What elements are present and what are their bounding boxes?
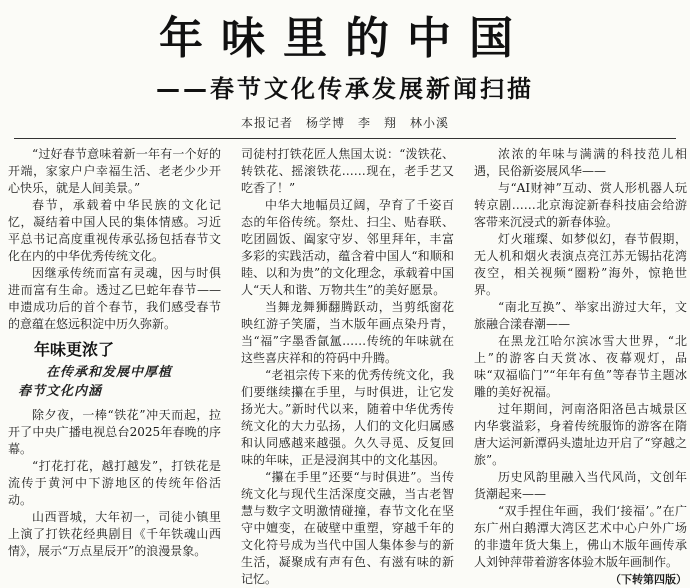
paragraph: 山西晋城，大年初一，司徒小镇里上演了打铁花经典剧目《千年铁魂山西情》，展示“万点星辰开”的浪漫景象。 [8,510,221,558]
section-subtitle-line-2: 春节文化内涵 [18,384,103,399]
paragraph: “南北互换”、举家出游过大年，文旅融合漾春潮—— [474,300,687,331]
subheadline: ——春节文化传承发展新闻扫描 [156,75,534,103]
paragraph: 除夕夜，一棒“铁花”冲天而起，拉开了中央广播电视总台2025年春晚的序幕。 [8,408,221,456]
continued-notice: （下转第四版） [610,573,687,586]
paragraph-text: “双手捏住年画，我们‘接福’。”在广东广州白鹅潭大湾区艺术中心户外广场的非遗年货大集上，佛山木版年画传承人刘钟萍带着游客体验木版年画制作。 [474,504,687,569]
paragraph: 司徒村打铁花匠人焦国太说：“泼铁花、转铁花、摇滚铁花……现在，老手艺又吃香了！” [241,147,454,195]
paragraph: 当舞龙舞狮翻腾跃动，当剪纸窗花映红游子笑靥，当木版年画点染丹青，当“福”字墨香氤氲……传统的年味就在这些喜庆祥和的符码中升腾。 [241,300,454,365]
paragraph: 春节，承载着中华民族的文化记忆，凝结着中国人民的集体情感。习近平总书记高度重视传承弘扬包括春节文化在内的中华优秀传统文化。 [8,198,221,263]
paragraph: “老祖宗传下来的优秀传统文化，我们要继续攥在手里，与时俱进，让它发扬光大。”新时代以来，随着中华优秀传统文化的大力弘扬，人们的文化归属感和认同感越来越强。久久寻觅、反复回味的年味，正是浸润其中的文化基因。 [241,368,454,467]
paragraph: 灯火璀璨、如梦似幻，春节假期，无人机和烟火表演点亮江苏无锡拈花湾夜空，相关视频“圈粉”海外，惊艳世界。 [474,232,687,297]
paragraph [474,503,687,586]
section-title: 年味更浓了 [34,340,115,359]
paragraph: “攥在手里”还要“与时俱进”。当传统文化与现代生活深度交融，当古老智慧与数字文明激情碰撞，春节文化在坚守中嬗变，在破壁中重塑，穿越千年的文化符号成为当代中国人集体参与的新生活，凝聚成有声有色、有滋有味的新记忆。 [241,470,454,586]
paragraph: 因继承传统而富有灵魂，因与时俱进而富有生命。透过乙巳蛇年春节——申遗成功后的首个春节，我们感受春节的意蕴在悠远积淀中历久弥新。 [8,266,221,331]
paragraph: 历史风韵里融入当代风尚，文创年货潮起来—— [474,470,687,501]
top-rule [14,138,676,139]
paragraph: “打花打花，越打越发”，打铁花是流传于黄河中下游地区的传统年俗活动。 [8,459,221,507]
headline: 年味里的中国 [159,13,531,64]
column-3 [474,146,687,586]
paragraph: 与“AI财神”互动、赏人形机器人玩转京剧……北京海淀新春科技庙会给游客带来沉浸式的新春体验。 [474,181,687,229]
section-subtitle [8,363,221,401]
column-1 [8,146,221,562]
paragraph: “过好春节意味着新一年有一个好的开端，家家户户幸福生活、老老少少开心快乐，就是人间美景。” [8,147,221,195]
paragraph: 中华大地幅员辽阔，孕育了千姿百态的年俗传统。祭灶、扫尘、贴春联、吃团圆饭、阖家守岁、邻里拜年，丰富多彩的实践活动，蕴含着中国人“和顺和睦、以和为贵”的文化理念，承载着中国人“天人和谐、万物共生”的美好愿景。 [241,198,454,297]
paragraph: 过年期间，河南洛阳洛邑古城景区内华裳溢彩，身着传统服饰的游客在隋唐大运河新潭码头遗址边开启了“穿越之旅”。 [474,402,687,467]
paragraph: 浓浓的年味与满满的科技范儿相遇，民俗新姿展风华—— [474,147,687,178]
byline: 本报记者 杨学博 李 翔 林小溪 [240,116,449,130]
paragraph: 在黑龙江哈尔滨冰雪大世界，“北上”的游客白天赏冰、夜幕观灯，品味“双福临门”“年年有鱼”等春节主题冰雕的美好祝福。 [474,334,687,399]
column-2 [241,146,454,586]
section-subtitle-line-1: 在传承和发展中厚植 [46,365,173,380]
